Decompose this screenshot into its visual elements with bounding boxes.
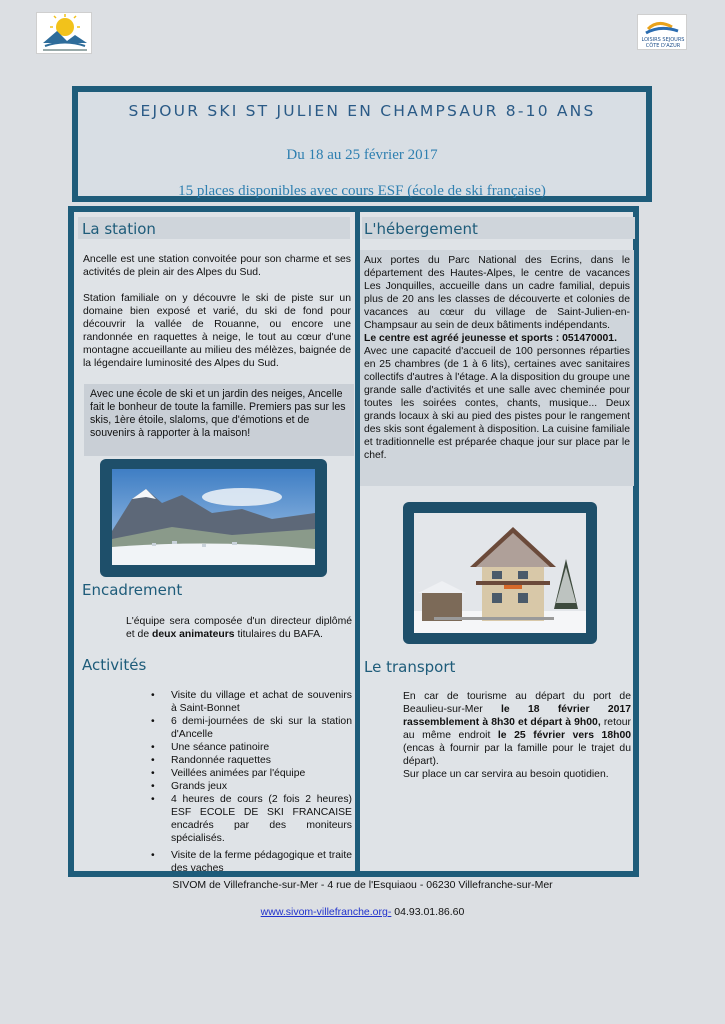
activity-item: • Une séance patinoire	[151, 741, 352, 754]
transport-text	[403, 690, 631, 781]
svg-text:CÔTE D'AZUR: CÔTE D'AZUR	[645, 43, 681, 49]
hebergement-paragraph-2: Avec une capacité d'accueil de 100 personnes réparties en 25 chambres (de 1 à 6 lits), certaines avec sanitaires collectifs d'autres à l'étage. A la disposition du groupe une grande salle d'activités et une salle avec cheminée pour toutes les soirées contes, chants, musique... Deux grands locaux à ski au pied des pistes pour le rangement des skis sont également à disposition. La cuisine familiale et traditionnelle est préparée chaque jour sur place par le chef.	[364, 346, 630, 461]
station-quote: Avec une école de ski et un jardin des neiges, Ancelle fait le bonheur de toute la famille. Premiers pas sur les skis, 1ère étoile, slaloms, que d'émotions et de souvenirs à rapporter à la maison!	[84, 384, 354, 456]
encadrement-text-1: L'équipe sera composée d'un directeur diplômé et de	[126, 616, 352, 640]
activity-item: • 6 demi-journées de ski sur la station d'Ancelle	[151, 715, 352, 741]
header-box	[72, 86, 652, 202]
encadrement-text-bold: deux animateurs	[152, 629, 235, 640]
encadrement-heading: Encadrement	[82, 581, 183, 599]
chalet-photo	[414, 513, 586, 633]
transport-text-1: En car de tourisme au départ du port de Beaulieu-sur-Mer	[403, 691, 631, 715]
places-available: 15 places disponibles avec cours ESF (école de ski française)	[178, 183, 546, 199]
stay-dates: Du 18 au 25 février 2017	[286, 147, 438, 163]
main-content	[68, 206, 639, 877]
station-heading: La station	[82, 220, 156, 238]
hebergement-heading: L'hébergement	[364, 220, 478, 238]
transport-return: le 25 février vers 18h00	[497, 730, 632, 741]
svg-text:LOISIRS SEJOURS: LOISIRS SEJOURS	[641, 37, 685, 43]
page-title: SEJOUR SKI ST JULIEN EN CHAMPSAUR 8-10 ANS	[128, 102, 596, 120]
hebergement-text	[360, 250, 634, 486]
activity-item: • 4 heures de cours (2 fois 2 heures) ESF ECOLE DE SKI FRANCAISE encadrés par des moniteurs spécialisés.	[151, 793, 352, 845]
sivom-logo	[36, 12, 92, 54]
hebergement-agrement: Le centre est agréé jeunesse et sports : 051470001.	[364, 333, 617, 344]
phone-number: 04.93.01.86.60	[391, 906, 465, 918]
hebergement-paragraph-1: Aux portes du Parc National des Ecrins, dans le département des Hautes-Alpes, le centre de vacances Les Jonquilles, accueille dans un cadre familial, depuis plus de 20 ans les classes de découverte et colonies de vacances au cœur du village de Saint-Julien-en-Champsaur au sein de deux bâtiments indépendants.	[364, 255, 630, 331]
activity-item: • Visite du village et achat de souvenirs à Saint-Bonnet	[151, 689, 352, 715]
activites-heading: Activités	[82, 656, 147, 674]
station-paragraph-1: Ancelle est une station convoitée pour son charme et ses activités de plein air des Alpes du Sud.	[83, 254, 351, 278]
photo-frame-hebergement	[403, 502, 597, 644]
website-link[interactable]: www.sivom-villefranche.org-	[260, 906, 392, 918]
activity-item: • Veillées animées par l'équipe	[151, 767, 352, 780]
activity-item: • Visite de la ferme pédagogique et traite des vaches	[151, 849, 352, 875]
mountain-village-photo	[112, 469, 315, 565]
activites-list	[151, 689, 352, 875]
transport-departure: le 18 février 2017 rassemblement à 8h30 et départ à 9h00,	[403, 704, 631, 728]
activites-list-container	[151, 689, 352, 875]
station-text	[83, 253, 351, 383]
transport-text-5: (encas à fournir par la famille pour le trajet du départ).	[403, 743, 631, 767]
footer-contact	[0, 906, 725, 918]
encadrement-text-2: titulaires du BAFA.	[234, 629, 323, 640]
activity-item: • Randonnée raquettes	[151, 754, 352, 767]
wave-logo-icon	[638, 15, 688, 51]
station-paragraph-2: Station familiale on y découvre le ski de piste sur un domaine bien exposé et varié, du ski de fond pour découvrir la vallée de Rouanne, ou encore une randonnée en raquettes à neige, le tout au cœur d'une montagne accueillante au milieu des mélèzes, baignée de la légendaire luminosité des Alpes du Sud.	[83, 293, 351, 369]
activity-item: • Grands jeux	[151, 780, 352, 793]
transport-heading: Le transport	[364, 658, 456, 676]
transport-text-6: Sur place un car servira au besoin quotidien.	[403, 769, 609, 780]
footer-address: SIVOM de Villefranche-sur-Mer - 4 rue de l'Esquiaou - 06230 Villefranche-sur-Mer	[172, 879, 553, 891]
loisirs-sejours-logo	[637, 14, 687, 50]
sun-mountain-logo-icon	[37, 13, 93, 55]
encadrement-text	[126, 615, 352, 641]
transport-text-3: retour au même endroit	[403, 717, 631, 741]
photo-frame-station	[100, 459, 327, 577]
